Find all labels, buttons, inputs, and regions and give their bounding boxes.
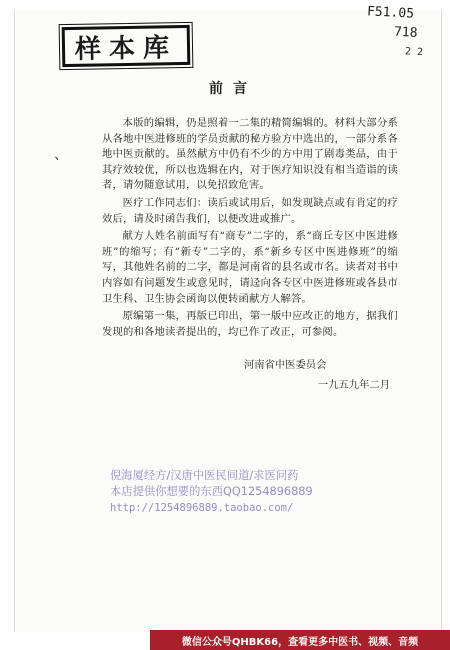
catalog-line-3: 2 2	[404, 46, 424, 59]
watermark-line-1: 倪海厦经方/汉唐中医民间道/求医问药	[110, 469, 299, 482]
catalog-line-1: F51.05	[366, 4, 415, 22]
page-title: 前言	[209, 81, 257, 97]
signature-date: 一九五九年二月	[317, 379, 390, 391]
margin-mark: 、	[54, 147, 68, 163]
preface-body	[102, 116, 398, 342]
sample-library-stamp: 样本库	[62, 25, 191, 67]
handwritten-catalog-number	[365, 2, 438, 63]
watermark-url: http://1254896889.taobao.com/	[110, 502, 294, 514]
paragraph: 医疗工作同志们：读后或试用后，如发现缺点或有肯定的疗效后，请及时函告我们，以便改进或推广。	[102, 196, 398, 225]
signature-organization: 河南省中医委员会	[244, 359, 327, 371]
paragraph: 原编第一集，再版已印出，第一版中应改正的地方，据我们发现的和各地读者提出的，均已作了改正，可参阅。	[102, 310, 398, 338]
watermark	[110, 468, 410, 516]
footer-banner: 微信公众号QHBK66，查看更多中医书、视频、音频	[150, 630, 450, 650]
paragraph: 献方人姓名前面写有“商专”二字的，系“商丘专区中医进修班”的缩写；有“新专”二字的，系“新乡专区中医进修班”的缩写，其他姓名前的二字，都是河南省的县名或市名。读者对书中内容如有问题发生或意见时，请迳向各专区中医进修班或各县市卫生科、卫生协会函询以便转函献方人解答。	[102, 230, 398, 305]
paragraph: 本版的编辑，仍是照着一二集的精简编辑的。材料大部分系从各地中医进修班的学员贡献的秘方验方中选出的，一部分系各地中医贡献的。虽然献方中仍有不少的方中用了剧毒类品，由于其疗效较优，所以也选辑在内，对于医疗知识没有相当造诣的读者，请勿随意试用，以免招致危害。	[102, 117, 398, 192]
catalog-line-2: 718	[393, 24, 418, 41]
watermark-line-2: 本店提供你想要的东西QQ1254896889	[110, 485, 313, 498]
